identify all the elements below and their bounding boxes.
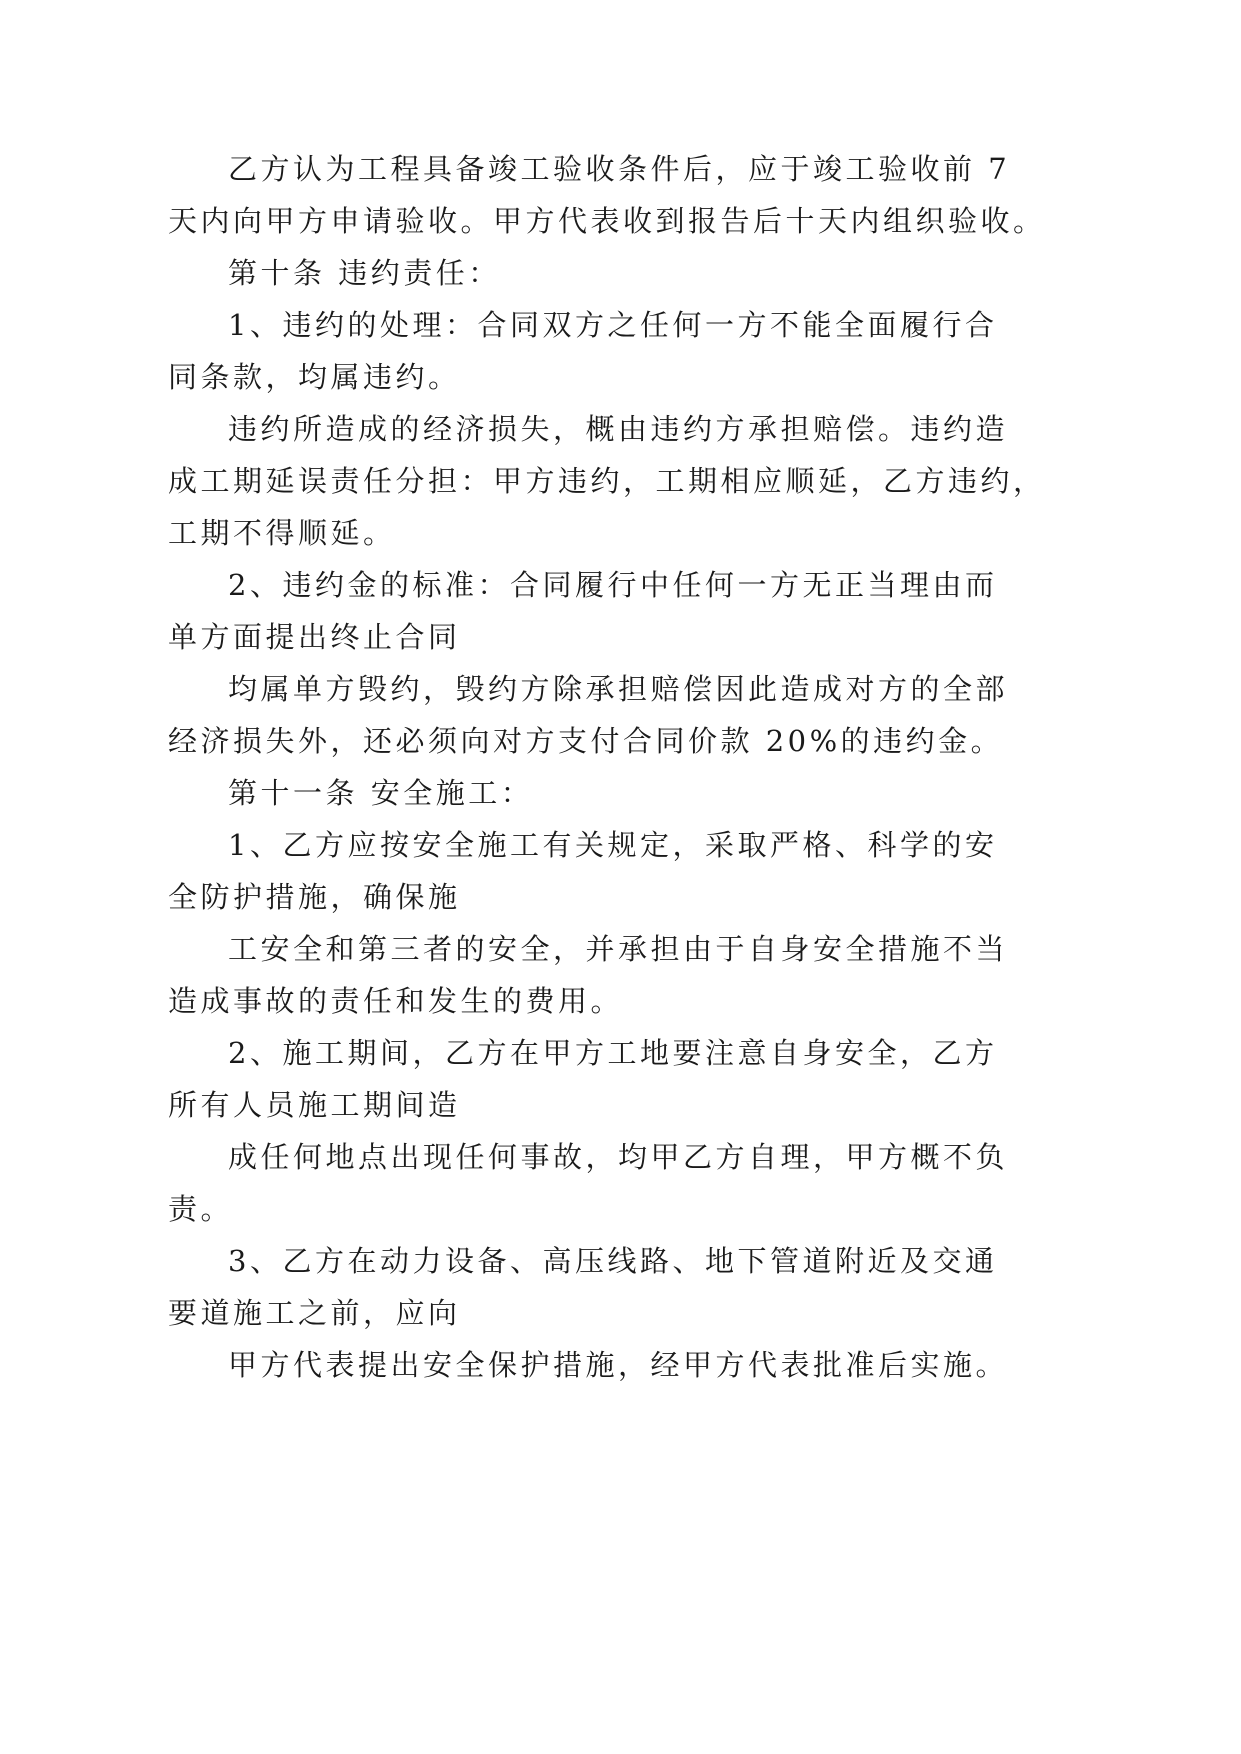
text-line: 工安全和第三者的安全，并承担由于自身安全措施不当	[228, 932, 1009, 966]
text-line: 单方面提出终止合同	[168, 620, 461, 654]
text-line: 违约所造成的经济损失，概由违约方承担赔偿。违约造	[228, 412, 1009, 446]
text-line: 责。	[168, 1192, 234, 1226]
text-line: 2、违约金的标准：合同履行中任何一方无正当理由而	[228, 568, 998, 602]
section-heading: 第十条 违约责任：	[228, 256, 501, 290]
text-line: 同条款，均属违约。	[168, 360, 461, 394]
text-line: 乙方认为工程具备竣工验收条件后，应于竣工验收前 7	[228, 152, 1011, 186]
text-line: 甲方代表提出安全保护措施，经甲方代表批准后实施。	[228, 1348, 1009, 1382]
text-line: 3、乙方在动力设备、高压线路、地下管道附近及交通	[228, 1244, 998, 1278]
text-line: 造成事故的责任和发生的费用。	[168, 984, 624, 1018]
text-line: 天内向甲方申请验收。甲方代表收到报告后十天内组织验收。	[168, 204, 1046, 238]
section-heading: 第十一条 安全施工：	[228, 776, 534, 810]
text-line: 成工期延误责任分担：甲方违约，工期相应顺延，乙方违约，	[168, 464, 1046, 498]
text-line: 工期不得顺延。	[168, 516, 396, 550]
text-line: 1、违约的处理：合同双方之任何一方不能全面履行合	[228, 308, 998, 342]
text-line: 成任何地点出现任何事故，均甲乙方自理，甲方概不负	[228, 1140, 1009, 1174]
text-line: 2、施工期间，乙方在甲方工地要注意自身安全，乙方	[228, 1036, 998, 1070]
text-line: 经济损失外，还必须向对方支付合同价款 20%的违约金。	[168, 724, 1004, 758]
text-line: 均属单方毁约，毁约方除承担赔偿因此造成对方的全部	[228, 672, 1009, 706]
text-line: 所有人员施工期间造	[168, 1088, 461, 1122]
text-line: 1、乙方应按安全施工有关规定，采取严格、科学的安	[228, 828, 998, 862]
text-line: 全防护措施，确保施	[168, 880, 461, 914]
text-line: 要道施工之前，应向	[168, 1296, 461, 1330]
